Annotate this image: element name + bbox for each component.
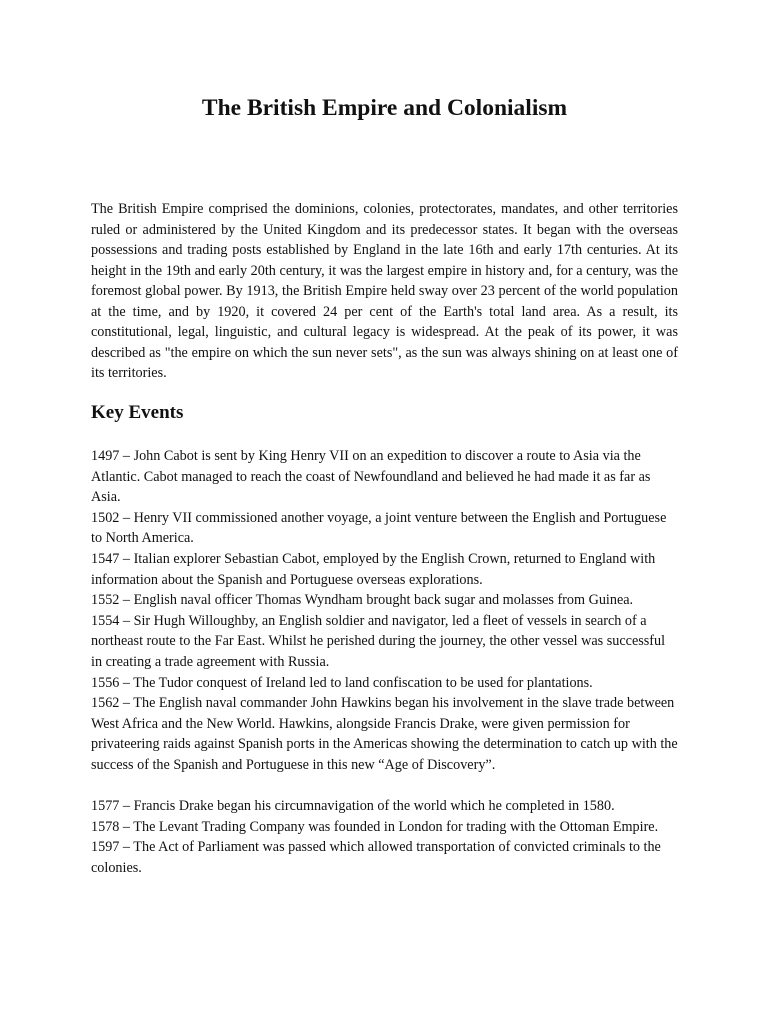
- key-events-heading: Key Events: [91, 402, 184, 423]
- event-1578: 1578 – The Levant Trading Company was founded in London for trading with the Ottoman Empire.: [91, 818, 659, 835]
- event-1562: 1562 – The English naval commander John Hawkins began his involvement in the slave trade between West Africa and the New World. Hawkins, alongside Francis Drake, were given permission for privateering raids against Spanish ports in the Americas showing the determination to catch up with the success of the Spanish and Portuguese in this new “Age of Discovery”.: [91, 695, 678, 773]
- event-1577: 1577 – Francis Drake began his circumnavigation of the world which he completed in 1580.: [91, 798, 615, 815]
- event-1556: 1556 – The Tudor conquest of Ireland led to land confiscation to be used for plantations.: [91, 674, 593, 691]
- event-1597: 1597 – The Act of Parliament was passed which allowed transportation of convicted criminals to the colonies.: [91, 839, 661, 876]
- key-events-list: [91, 446, 678, 878]
- event-1502: 1502 – Henry VII commissioned another voyage, a joint venture between the English and Portuguese to North America.: [91, 509, 667, 547]
- event-1497: 1497 – John Cabot is sent by King Henry VII on an expedition to discover a route to Asia via the Atlantic. Cabot managed to reach the coast of Newfoundland and believed he had made it as far as Asia.: [91, 448, 651, 506]
- event-1547: 1547 – Italian explorer Sebastian Cabot, employed by the English Crown, returned to England with information about the Spanish and Portuguese overseas explorations.: [91, 550, 656, 588]
- document-title: The British Empire and Colonialism: [201, 95, 568, 121]
- event-1554: 1554 – Sir Hugh Willoughby, an English soldier and navigator, led a fleet of vessels in search of a northeast route to the Far East. Whilst he perished during the journey, the other vessel was successful in creating a trade agreement with Russia.: [91, 612, 666, 670]
- event-1552: 1552 – English naval officer Thomas Wyndham brought back sugar and molasses from Guinea.: [91, 592, 634, 609]
- intro-paragraph: The British Empire comprised the dominions, colonies, protectorates, mandates, and other territories ruled or administered by the United Kingdom and its predecessor states. It began with the overseas possessions and trading posts established by England in the late 16th and early 17th centuries. At its height in the 19th and early 20th century, it was the largest empire in history and, for a century, was the foremost global power. By 1913, the British Empire held sway over 23 percent of the world population at the time, and by 1920, it covered 24 per cent of the Earth's total land area. As a result, its constitutional, legal, linguistic, and cultural legacy is widespread. At the peak of its power, it was described as "the empire on which the sun never sets", as the sun was always shining on at least one of its territories.: [91, 201, 678, 381]
